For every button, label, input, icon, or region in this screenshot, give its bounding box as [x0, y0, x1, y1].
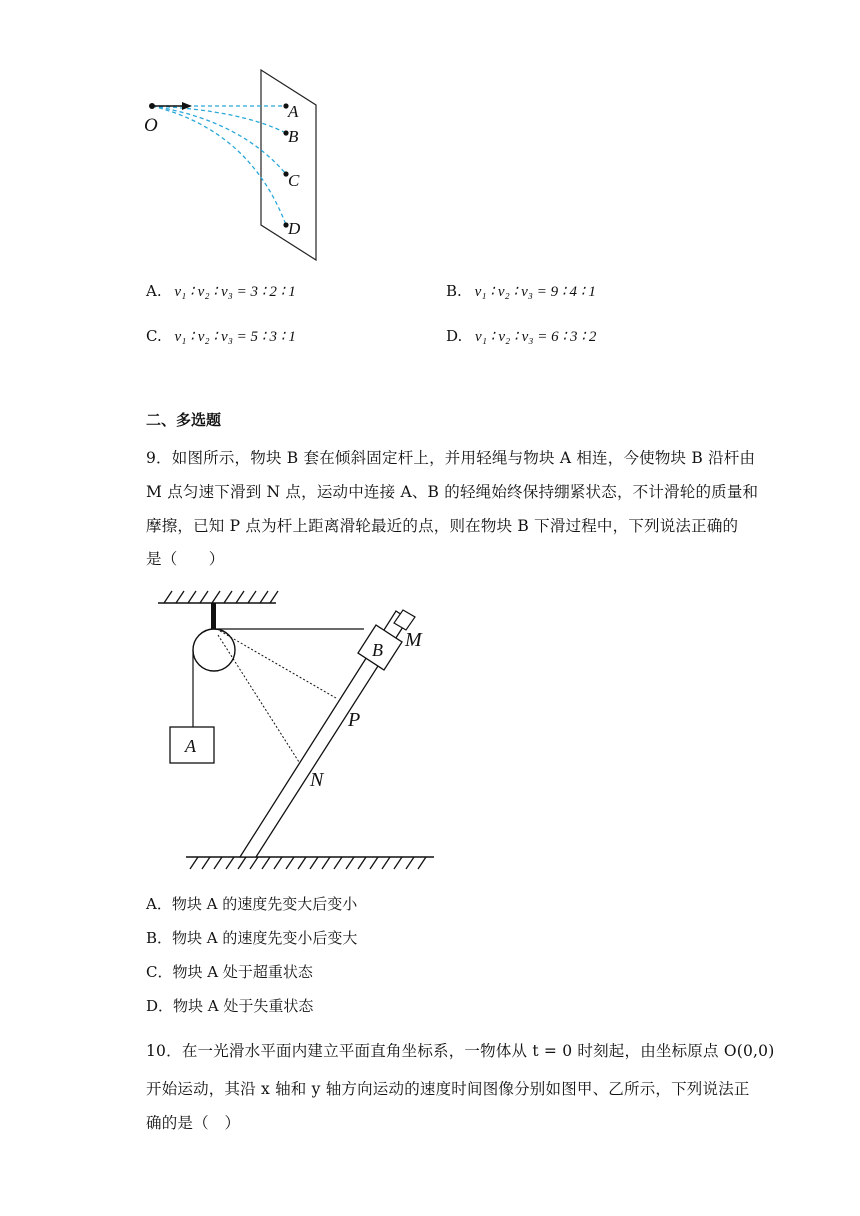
- label-n: N: [310, 769, 324, 791]
- option-expr: v₁ ∶ v₂ ∶ v₃ = 6 ∶ 3 ∶ 2: [475, 329, 597, 345]
- label-b: B: [288, 127, 299, 146]
- label-d: D: [288, 219, 301, 238]
- pulley-figure: [150, 585, 450, 875]
- section-title: 二、多选题: [146, 411, 222, 429]
- origin-label: O: [144, 115, 158, 136]
- ceiling-hatch: [164, 591, 278, 603]
- option-expr: v₁ ∶ v₂ ∶ v₃ = 5 ∶ 3 ∶ 1: [174, 329, 296, 345]
- option-letter: B.: [446, 282, 462, 300]
- option-letter: C.: [146, 327, 162, 345]
- q8-option-a[interactable]: [146, 284, 296, 300]
- q10-line-2: 开始运动，其沿 x 轴和 y 轴方向运动的速度时间图像分别如图甲、乙所示，下列说法正: [146, 1080, 750, 1098]
- q9-option-a[interactable]: A．物块 A 的速度先变大后变小: [146, 895, 358, 913]
- q10-line-1: 10．在一光滑水平面内建立平面直角坐标系，一物体从 t = 0 时刻起，由坐标原点 O(0,0): [146, 1042, 775, 1060]
- projectile-figure: [130, 60, 340, 265]
- origin-point: [149, 103, 155, 109]
- dotted-to-p: [220, 631, 336, 698]
- option-expr: v₁ ∶ v₂ ∶ v₃ = 3 ∶ 2 ∶ 1: [174, 284, 296, 300]
- trajectory-d: [152, 106, 286, 225]
- q8-option-d[interactable]: [446, 329, 596, 345]
- pulley: [193, 629, 235, 671]
- ground-hatch: [190, 857, 426, 869]
- q9-line-1: 9．如图所示，物块 B 套在倾斜固定杆上，并用轻绳与物块 A 相连，今使物块 B 沿杆由: [146, 449, 756, 467]
- q10-line-3: 确的是（ ）: [146, 1114, 241, 1132]
- q8-option-c[interactable]: [146, 329, 296, 345]
- label-c: C: [288, 171, 300, 190]
- trajectory-b: [152, 106, 286, 133]
- option-expr: v₁ ∶ v₂ ∶ v₃ = 9 ∶ 4 ∶ 1: [474, 284, 596, 300]
- block-b-label: B: [372, 640, 383, 660]
- label-m: M: [405, 629, 422, 651]
- label-a: A: [288, 102, 299, 121]
- q9-line-2: M 点匀速下滑到 N 点，运动中连接 A、B 的轻绳始终保持绷紧状态，不计滑轮的质量和: [146, 483, 759, 501]
- dotted-to-n: [218, 635, 299, 762]
- q9-option-b[interactable]: B．物块 A 的速度先变小后变大: [146, 929, 358, 947]
- q8-option-b[interactable]: [446, 284, 596, 300]
- q9-line-3: 摩擦，已知 P 点为杆上距离滑轮最近的点，则在物块 B 下滑过程中，下列说法正确的: [146, 517, 739, 535]
- block-a-label: A: [185, 736, 196, 756]
- label-p: P: [348, 709, 361, 731]
- q9-option-c[interactable]: C．物块 A 处于超重状态: [146, 963, 313, 981]
- q9-option-d[interactable]: D．物块 A 处于失重状态: [146, 997, 314, 1015]
- q9-line-4: 是（ ）: [146, 550, 225, 568]
- trajectory-c: [152, 106, 286, 174]
- option-letter: A.: [146, 282, 162, 300]
- option-letter: D.: [446, 327, 463, 345]
